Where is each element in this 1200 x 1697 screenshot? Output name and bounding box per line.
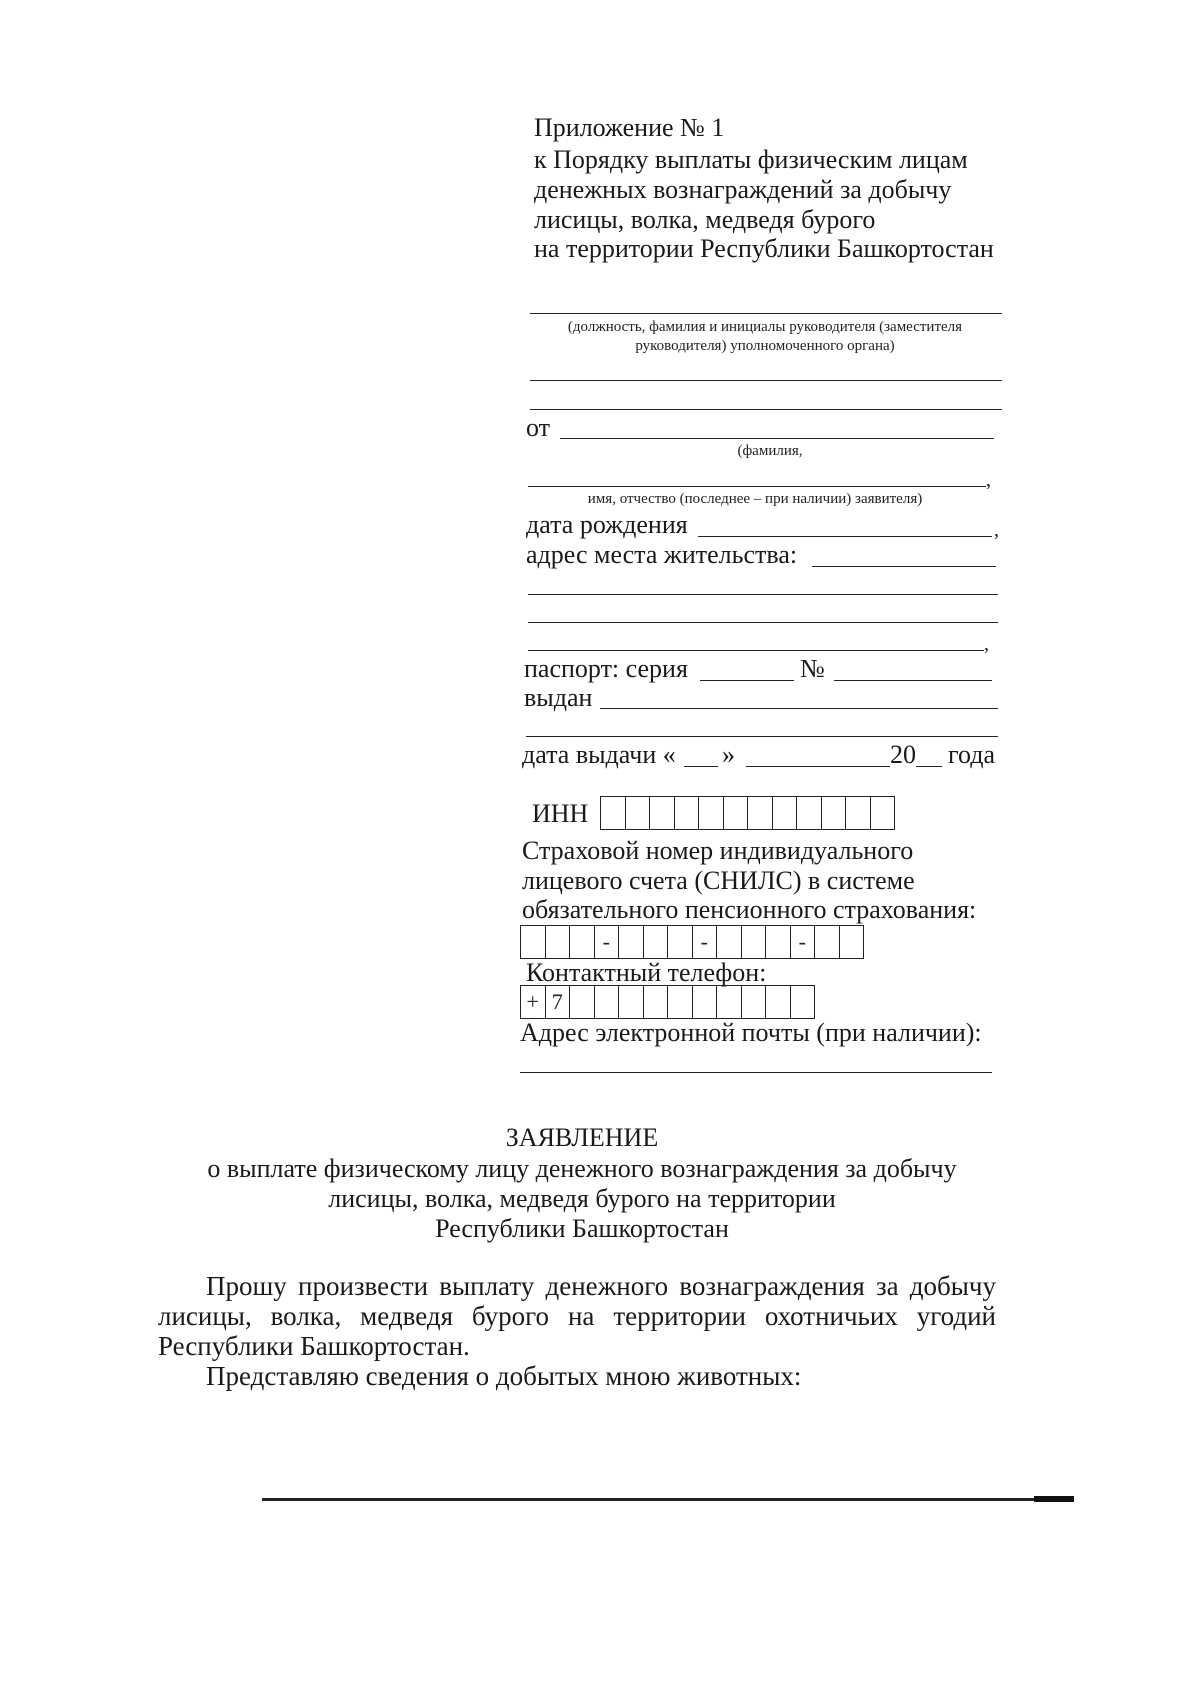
animals-info-paragraph: Представляю сведения о добытых мною животных: [206, 1361, 802, 1391]
digit-cell[interactable] [570, 926, 595, 958]
digit-cell[interactable] [619, 926, 644, 958]
digit-cell[interactable] [717, 986, 742, 1018]
issue-month-input-line[interactable] [746, 766, 890, 767]
surname-input-line[interactable] [560, 438, 994, 439]
digit-cell[interactable] [748, 797, 773, 829]
appendix-line: на территории Республики Башкортостан [534, 234, 994, 263]
digit-cell[interactable] [742, 986, 767, 1018]
address-input-line[interactable] [812, 566, 996, 567]
comma: , [986, 469, 991, 491]
issue-date-label: дата выдачи « [522, 740, 676, 769]
digit-cell[interactable]: + [521, 986, 546, 1018]
full-name-caption: имя, отчество (последнее – при наличии) заявителя) [587, 491, 923, 507]
digit-cell[interactable] [815, 926, 840, 958]
statement-subtitle: о выплате физическому лицу денежного вознаграждения за добычу [207, 1154, 957, 1183]
appendix-title: Приложение № 1 [534, 113, 725, 142]
statement-subtitle: Республики Башкортостан [435, 1214, 729, 1243]
issued-by-input-line[interactable] [526, 736, 998, 737]
address-input-line[interactable] [528, 650, 984, 651]
request-paragraph-line: Прошу произвести выплату денежного вознаграждения за добычу [206, 1271, 996, 1301]
inn-cells[interactable] [600, 796, 895, 830]
digit-cell[interactable] [766, 986, 791, 1018]
snils-label: обязательного пенсионного страхования: [522, 895, 977, 924]
addressee-input-line[interactable] [530, 380, 1002, 381]
scan-edge-line [262, 1498, 1074, 1501]
email-input-line[interactable] [520, 1072, 992, 1073]
digit-cell[interactable]: 7 [546, 986, 571, 1018]
appendix-line: денежных вознаграждений за добычу [534, 175, 952, 204]
digit-cell[interactable] [724, 797, 749, 829]
addressee-caption: руководителя) уполномоченного органа) [635, 338, 895, 354]
digit-cell[interactable] [570, 986, 595, 1018]
digit-cell[interactable] [693, 986, 718, 1018]
full-name-input-line[interactable] [528, 486, 986, 487]
phone-label: Контактный телефон: [526, 958, 767, 987]
digit-cell[interactable]: - [791, 926, 816, 958]
digit-cell[interactable] [675, 797, 700, 829]
birth-date-label: дата рождения [526, 510, 688, 539]
issue-year-suffix: года [948, 740, 996, 769]
digit-cell[interactable]: - [693, 926, 718, 958]
digit-cell[interactable] [766, 926, 791, 958]
digit-cell[interactable] [595, 986, 620, 1018]
passport-number-label: № [800, 654, 825, 683]
scan-edge-mark [1034, 1496, 1074, 1502]
digit-cell[interactable] [840, 926, 864, 958]
digit-cell[interactable] [619, 986, 644, 1018]
digit-cell[interactable] [644, 986, 669, 1018]
appendix-line: лисицы, волка, медведя бурого [534, 205, 876, 234]
digit-cell[interactable] [742, 926, 767, 958]
digit-cell[interactable] [644, 926, 669, 958]
statement-subtitle: лисицы, волка, медведя бурого на территории [328, 1184, 836, 1213]
digit-cell[interactable]: - [595, 926, 620, 958]
inn-label: ИНН [532, 799, 589, 828]
comma: , [984, 633, 989, 655]
digit-cell[interactable] [668, 926, 693, 958]
statement-title: ЗАЯВЛЕНИЕ [505, 1123, 659, 1152]
digit-cell[interactable] [626, 797, 651, 829]
address-input-line[interactable] [528, 622, 998, 623]
digit-cell[interactable] [846, 797, 871, 829]
surname-caption: (фамилия, [737, 443, 803, 459]
issue-day-input-line[interactable] [684, 766, 718, 767]
passport-series-input-line[interactable] [700, 680, 794, 681]
digit-cell[interactable] [546, 926, 571, 958]
digit-cell[interactable] [668, 986, 693, 1018]
passport-series-label: паспорт: серия [524, 654, 688, 683]
from-label: от [526, 413, 551, 442]
birth-date-input-line[interactable] [698, 536, 992, 537]
digit-cell[interactable] [601, 797, 626, 829]
comma: , [994, 519, 999, 541]
addressee-input-line[interactable] [530, 409, 1002, 410]
issue-date-quote: » [722, 740, 735, 769]
digit-cell[interactable] [650, 797, 675, 829]
issued-label: выдан [524, 683, 593, 712]
snils-cells[interactable] [520, 925, 864, 959]
email-label: Адрес электронной почты (при наличии): [520, 1018, 982, 1047]
snils-label: лицевого счета (СНИЛС) в системе [522, 866, 915, 895]
digit-cell[interactable] [797, 797, 822, 829]
digit-cell[interactable] [791, 986, 815, 1018]
digit-cell[interactable] [773, 797, 798, 829]
issued-by-input-line[interactable] [600, 708, 998, 709]
address-label: адрес места жительства: [526, 540, 798, 569]
addressee-input-line[interactable] [530, 313, 1002, 314]
digit-cell[interactable] [699, 797, 724, 829]
snils-label: Страховой номер индивидуального [522, 836, 914, 865]
digit-cell[interactable] [717, 926, 742, 958]
address-input-line[interactable] [528, 594, 998, 595]
request-paragraph-line: Республики Башкортостан. [158, 1331, 470, 1361]
appendix-line: к Порядку выплаты физическим лицам [534, 145, 968, 174]
passport-number-input-line[interactable] [834, 680, 992, 681]
request-paragraph-line: лисицы, волка, медведя бурого на территории охотничьих угодий [158, 1301, 996, 1331]
addressee-caption: (должность, фамилия и инициалы руководителя (заместителя [567, 319, 963, 335]
digit-cell[interactable] [871, 797, 895, 829]
issue-year-input-line[interactable] [916, 766, 942, 767]
digit-cell[interactable] [521, 926, 546, 958]
phone-cells[interactable] [520, 985, 815, 1019]
digit-cell[interactable] [822, 797, 847, 829]
issue-year-prefix: 20 [890, 740, 916, 769]
